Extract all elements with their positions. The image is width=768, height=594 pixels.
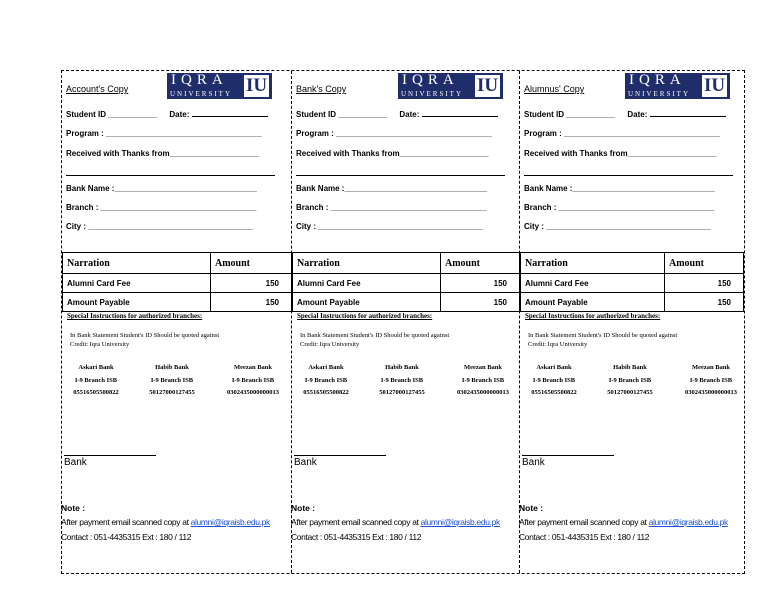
- bank-account: 05516505500822: [73, 389, 119, 396]
- instruction-line: In Bank Statement Student's ID Should be quoted against: [70, 332, 220, 339]
- date-label: Date:: [399, 110, 420, 119]
- logo-subtext: UNIVERSITY: [170, 90, 232, 98]
- bank-block: [220, 362, 286, 400]
- instruction-line: Credit: Iqra University: [528, 341, 588, 348]
- fee-table: [62, 252, 292, 312]
- voucher-copy-1: [62, 71, 292, 573]
- bank-signature-label: Bank: [522, 457, 545, 468]
- note-contact-line: Contact : 051-4435315 Ext : 180 / 112: [291, 532, 422, 542]
- bank-name-field: Bank Name :________________________________: [296, 184, 487, 193]
- received-field: Received with Thanks from____________________: [66, 149, 259, 158]
- bank-name: Meezan Bank: [463, 364, 503, 371]
- city-field: City : _____________________________________: [524, 222, 711, 231]
- bank-name: Habib Bank: [155, 364, 189, 371]
- note-title: Note :: [519, 503, 544, 513]
- row-amount: 150: [211, 293, 292, 312]
- bank-name: Askari Bank: [78, 364, 114, 371]
- bank-block: [678, 362, 744, 400]
- amount-header: Amount: [441, 253, 520, 274]
- bank-block: [296, 362, 356, 400]
- university-logo: [398, 73, 503, 99]
- bank-branch: I-9 Branch ISB: [532, 376, 576, 384]
- received-continuation-line: [296, 175, 505, 176]
- copy-title: Bank's Copy: [296, 84, 347, 94]
- logo-mark: IU: [476, 75, 499, 96]
- bank-branch: I-9 Branch ISB: [689, 376, 733, 384]
- alumni-email-link[interactable]: alumni@iqraisb.edu.pk: [420, 517, 500, 527]
- bank-block: [372, 362, 432, 400]
- logo-mark: IU: [245, 75, 268, 96]
- bank-account: 05516505500822: [303, 389, 349, 396]
- bank-branch: I-9 Branch ISB: [74, 376, 118, 384]
- alumni-email-link[interactable]: alumni@iqraisb.edu.pk: [648, 517, 728, 527]
- bank-block: [600, 362, 660, 400]
- instruction-line: Credit: Iqra University: [300, 341, 360, 348]
- date-blank: [650, 108, 726, 117]
- student-id-row: [296, 108, 498, 119]
- note-email-prefix: After payment email scanned copy at: [519, 517, 649, 527]
- student-id-label: Student ID ___________: [524, 110, 616, 119]
- amount-header: Amount: [665, 253, 744, 274]
- city-field: City : _____________________________________: [296, 222, 483, 231]
- date-blank: [422, 108, 498, 117]
- bank-account: 0302435000000013: [227, 389, 279, 396]
- logo-text: IQRA: [402, 72, 459, 88]
- note-email-line: [61, 517, 270, 527]
- bank-name: Askari Bank: [308, 364, 344, 371]
- row-amount: 150: [211, 274, 292, 293]
- note-email-prefix: After payment email scanned copy at: [291, 517, 421, 527]
- bank-name-field: Bank Name :________________________________: [66, 184, 257, 193]
- bank-name-field: Bank Name :________________________________: [524, 184, 715, 193]
- instructions-text: [300, 331, 449, 349]
- received-field: Received with Thanks from____________________: [524, 149, 717, 158]
- bank-block: [142, 362, 202, 400]
- bank-branch: I-9 Branch ISB: [380, 376, 424, 384]
- amount-header: Amount: [211, 253, 292, 274]
- received-continuation-line: [66, 175, 275, 176]
- note-contact-line: Contact : 051-4435315 Ext : 180 / 112: [61, 532, 192, 542]
- bank-signature-label: Bank: [64, 457, 87, 468]
- fee-voucher-sheet: [61, 70, 745, 574]
- copy-title: Alumnus' Copy: [524, 84, 585, 94]
- bank-signature-line: [64, 455, 156, 456]
- row-amount: 150: [665, 274, 744, 293]
- university-logo: [167, 73, 272, 99]
- bank-name: Meezan Bank: [691, 364, 731, 371]
- note-title: Note :: [61, 503, 86, 513]
- bank-account: 50127000127455: [379, 389, 425, 396]
- bank-branch: I-9 Branch ISB: [608, 376, 652, 384]
- bank-name: Meezan Bank: [233, 364, 273, 371]
- row-amount: 150: [441, 274, 520, 293]
- instruction-line: In Bank Statement Student's ID Should be quoted against: [300, 332, 450, 339]
- student-id-label: Student ID ___________: [296, 110, 388, 119]
- fee-table: [292, 252, 520, 312]
- fee-table: [520, 252, 744, 312]
- note-email-prefix: After payment email scanned copy at: [61, 517, 191, 527]
- narration-header: Narration: [293, 253, 441, 274]
- bank-signature-line: [294, 455, 386, 456]
- program-field: Program : ___________________________________: [524, 129, 720, 138]
- logo-subtext: UNIVERSITY: [628, 90, 690, 98]
- student-id-row: [524, 108, 726, 119]
- received-field: Received with Thanks from____________________: [296, 149, 489, 158]
- bank-account: 0302435000000013: [685, 389, 737, 396]
- bank-signature-line: [522, 455, 614, 456]
- special-instructions-title: Special Instructions for authorized branches:: [297, 312, 433, 320]
- bank-signature-label: Bank: [294, 457, 317, 468]
- date-label: Date:: [169, 110, 190, 119]
- row-amount: 150: [665, 293, 744, 312]
- university-logo: [625, 73, 730, 99]
- instructions-text: [528, 331, 677, 349]
- bank-block: [66, 362, 126, 400]
- bank-block: [524, 362, 584, 400]
- student-id-label: Student ID ___________: [66, 110, 158, 119]
- city-field: City : _____________________________________: [66, 222, 253, 231]
- program-field: Program : ___________________________________: [296, 129, 492, 138]
- row-narration: Amount Payable: [521, 293, 665, 312]
- branch-field: Branch : ___________________________________: [66, 203, 257, 212]
- bank-account: 05516505500822: [531, 389, 577, 396]
- row-narration: Amount Payable: [63, 293, 211, 312]
- copy-title: Account's Copy: [66, 84, 129, 94]
- logo-text: IQRA: [629, 72, 686, 88]
- row-narration: Alumni Card Fee: [521, 274, 665, 293]
- row-narration: Amount Payable: [293, 293, 441, 312]
- bank-name: Habib Bank: [613, 364, 647, 371]
- bank-branch: I-9 Branch ISB: [461, 376, 505, 384]
- note-title: Note :: [291, 503, 316, 513]
- logo-subtext: UNIVERSITY: [401, 90, 463, 98]
- student-id-row: [66, 108, 268, 119]
- note-email-line: [519, 517, 728, 527]
- alumni-email-link[interactable]: alumni@iqraisb.edu.pk: [190, 517, 270, 527]
- bank-account: 0302435000000013: [457, 389, 509, 396]
- branch-field: Branch : ___________________________________: [296, 203, 487, 212]
- special-instructions-title: Special Instructions for authorized branches:: [67, 312, 203, 320]
- row-narration: Alumni Card Fee: [63, 274, 211, 293]
- logo-mark: IU: [703, 75, 726, 96]
- instruction-line: In Bank Statement Student's ID Should be quoted against: [528, 332, 678, 339]
- narration-header: Narration: [521, 253, 665, 274]
- bank-block: [450, 362, 516, 400]
- bank-branch: I-9 Branch ISB: [231, 376, 275, 384]
- bank-branch: I-9 Branch ISB: [150, 376, 194, 384]
- note-email-line: [291, 517, 500, 527]
- instructions-text: [70, 331, 219, 349]
- voucher-copy-3: [520, 71, 746, 573]
- bank-name: Habib Bank: [385, 364, 419, 371]
- date-blank: [192, 108, 268, 117]
- branch-field: Branch : ___________________________________: [524, 203, 715, 212]
- bank-branch: I-9 Branch ISB: [304, 376, 348, 384]
- bank-account: 50127000127455: [607, 389, 653, 396]
- row-amount: 150: [441, 293, 520, 312]
- received-continuation-line: [524, 175, 733, 176]
- instruction-line: Credit: Iqra University: [70, 341, 130, 348]
- bank-account: 50127000127455: [149, 389, 195, 396]
- bank-name: Askari Bank: [536, 364, 572, 371]
- note-contact-line: Contact : 051-4435315 Ext : 180 / 112: [519, 532, 650, 542]
- row-narration: Alumni Card Fee: [293, 274, 441, 293]
- date-label: Date:: [627, 110, 648, 119]
- program-field: Program : ___________________________________: [66, 129, 262, 138]
- logo-text: IQRA: [171, 72, 228, 88]
- voucher-copy-2: [292, 71, 520, 573]
- narration-header: Narration: [63, 253, 211, 274]
- special-instructions-title: Special Instructions for authorized branches:: [525, 312, 661, 320]
